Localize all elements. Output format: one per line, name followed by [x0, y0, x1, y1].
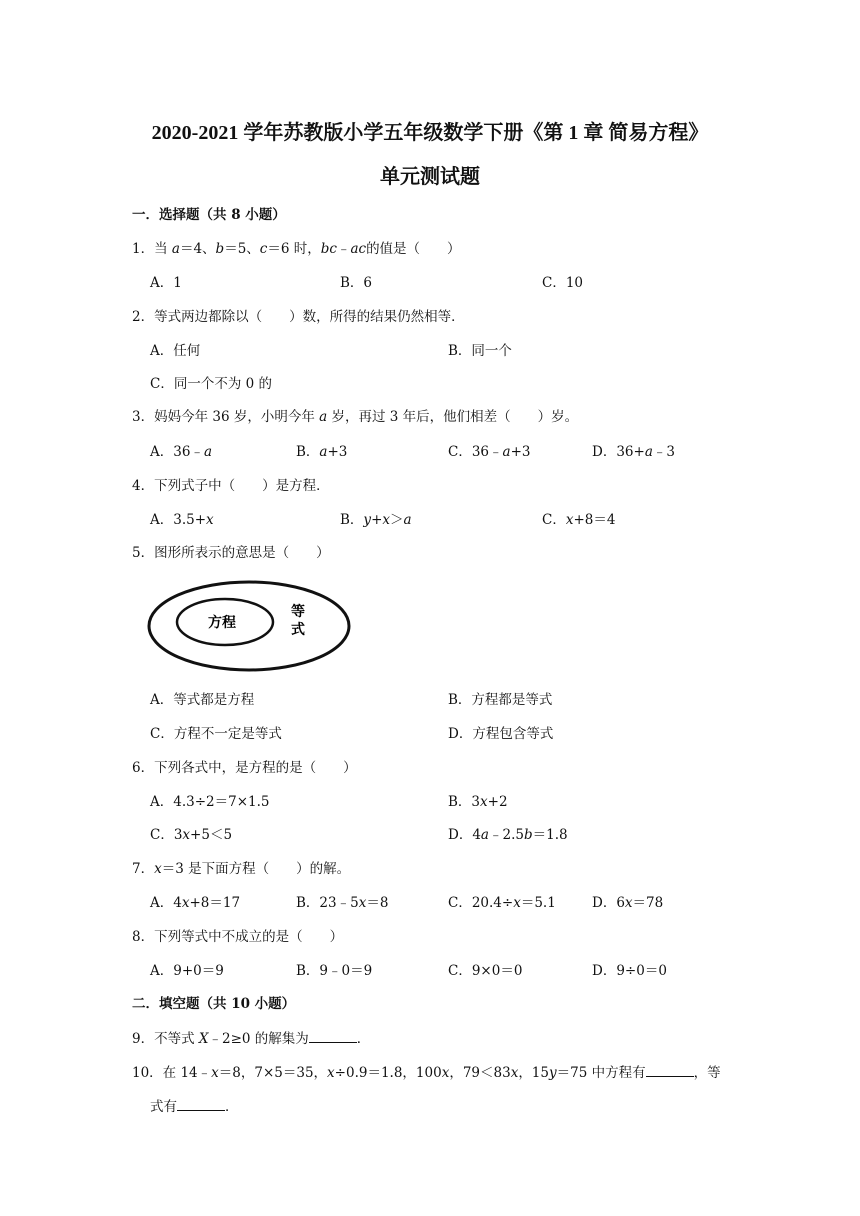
q3-option-a: A．36﹣a: [150, 444, 212, 460]
q8-option-b: B．9﹣0＝9: [296, 963, 373, 979]
question-10-line-1: 10．在 14﹣x＝8，7×5＝35，x÷0.9＝1.8，100x，79＜83x，15y＝75 中方程有 ，等: [132, 1065, 721, 1081]
question-7: 7．x＝3 是下面方程（ ）的解。: [132, 861, 351, 877]
q6-option-d: D．4a﹣2.5b＝1.8: [448, 827, 568, 843]
q3-option-c: C．36﹣a+3: [448, 444, 531, 460]
q5-option-c: C．方程不一定是等式: [150, 726, 282, 742]
q7-option-c: C．20.4÷x＝5.1: [448, 895, 556, 911]
q10-equalities-blank[interactable]: [177, 1098, 225, 1111]
section-2-heading: 二．填空题（共 10 小题）: [132, 996, 296, 1012]
q3-option-b: B．a+3: [296, 444, 348, 460]
title-line-1: 2020-2021 学年苏教版小学五年级数学下册《第 1 章 简易方程》: [151, 122, 709, 144]
q4-option-a: A．3.5+x: [150, 512, 214, 528]
equation-equality-diagram: [145, 578, 353, 674]
question-8: 8．下列等式中不成立的是（ ）: [132, 929, 344, 945]
outer-label-1: 等: [291, 604, 305, 620]
q7-option-d: D．6x＝78: [592, 895, 664, 911]
question-9: 9．不等式 X﹣2≥0 的解集为 ．: [132, 1031, 371, 1047]
title-line-2: 单元测试题: [380, 166, 480, 188]
q8-option-a: A．9+0＝9: [150, 963, 224, 979]
question-10-line-2: 式有 ．: [150, 1099, 239, 1115]
q2-option-b: B．同一个: [448, 343, 512, 359]
q2-option-c: C．同一个不为 0 的: [150, 376, 273, 392]
q9-answer-blank[interactable]: [309, 1030, 357, 1043]
q4-option-c: C．x+8＝4: [542, 512, 616, 528]
q6-option-c: C．3x+5＜5: [150, 827, 233, 843]
q5-option-d: D．方程包含等式: [448, 726, 554, 742]
outer-ellipse-equality: [149, 582, 349, 670]
question-5: 5．图形所表示的意思是（ ）: [132, 545, 330, 561]
q1-option-c: C．10: [542, 275, 584, 291]
question-6: 6．下列各式中，是方程的是（ ）: [132, 760, 357, 776]
outer-label-2: 式: [291, 622, 305, 638]
section-1-heading: 一．选择题（共 8 小题）: [132, 207, 286, 223]
question-4: 4．下列式子中（ ）是方程．: [132, 478, 330, 494]
q8-option-d: D．9÷0＝0: [592, 963, 667, 979]
q7-option-b: B．23﹣5x＝8: [296, 895, 389, 911]
q1-option-b: B．6: [340, 275, 373, 291]
q8-option-c: C．9×0＝0: [448, 963, 523, 979]
q10-equations-blank[interactable]: [646, 1064, 694, 1077]
question-3: 3．妈妈今年 36 岁，小明今年 a 岁，再过 3 年后，他们相差（ ）岁。: [132, 409, 579, 425]
q6-option-b: B．3x+2: [448, 794, 508, 810]
inner-label: 方程: [208, 615, 236, 631]
q6-option-a: A．4.3÷2＝7×1.5: [150, 794, 270, 810]
question-1: 1．当 a＝4、b＝5、c＝6 时，bc﹣ac的值是（ ）: [132, 241, 461, 257]
q3-option-d: D．36+a﹣3: [592, 444, 675, 460]
q5-option-a: A．等式都是方程: [150, 692, 255, 708]
q2-option-a: A．任何: [150, 343, 201, 359]
q7-option-a: A．4x+8＝17: [150, 895, 241, 911]
question-2: 2．等式两边都除以（ ）数，所得的结果仍然相等．: [132, 309, 465, 325]
q1-option-a: A．1: [150, 275, 182, 291]
q5-option-b: B．方程都是等式: [448, 692, 553, 708]
q4-option-b: B．y+x＞a: [340, 512, 412, 528]
